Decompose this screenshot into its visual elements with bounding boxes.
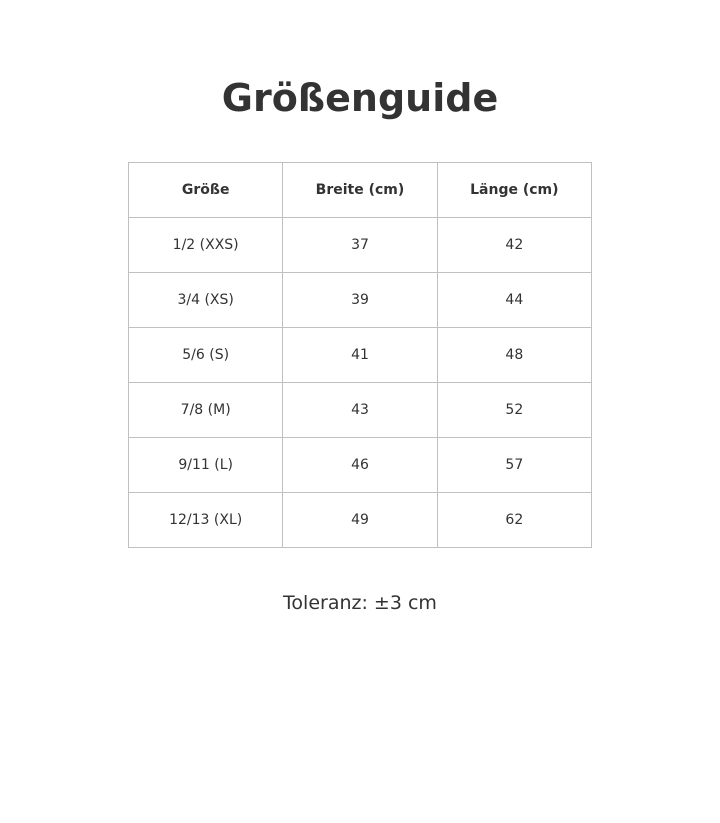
length-cell: 42: [437, 218, 591, 273]
size-cell: 5/6 (S): [129, 328, 283, 383]
table-row: [129, 493, 592, 548]
length-cell: 44: [437, 273, 591, 328]
tolerance-note: Toleranz: ±3 cm: [283, 592, 437, 614]
width-cell: 37: [283, 218, 437, 273]
length-cell: 48: [437, 328, 591, 383]
size-cell: 7/8 (M): [129, 383, 283, 438]
size-cell: 1/2 (XXS): [129, 218, 283, 273]
length-cell: 52: [437, 383, 591, 438]
table-row: [129, 383, 592, 438]
width-cell: 49: [283, 493, 437, 548]
table-row: [129, 218, 592, 273]
table-row: [129, 328, 592, 383]
column-header-length: Länge (cm): [437, 163, 591, 218]
width-cell: 39: [283, 273, 437, 328]
column-header-width: Breite (cm): [283, 163, 437, 218]
width-cell: 46: [283, 438, 437, 493]
table-header-row: [129, 163, 592, 218]
table-row: [129, 273, 592, 328]
page-title: Größenguide: [221, 76, 499, 120]
length-cell: 57: [437, 438, 591, 493]
length-cell: 62: [437, 493, 591, 548]
table-row: [129, 438, 592, 493]
size-cell: 12/13 (XL): [129, 493, 283, 548]
size-guide-table: [128, 162, 592, 548]
column-header-size: Größe: [129, 163, 283, 218]
size-cell: 3/4 (XS): [129, 273, 283, 328]
size-cell: 9/11 (L): [129, 438, 283, 493]
width-cell: 41: [283, 328, 437, 383]
width-cell: 43: [283, 383, 437, 438]
